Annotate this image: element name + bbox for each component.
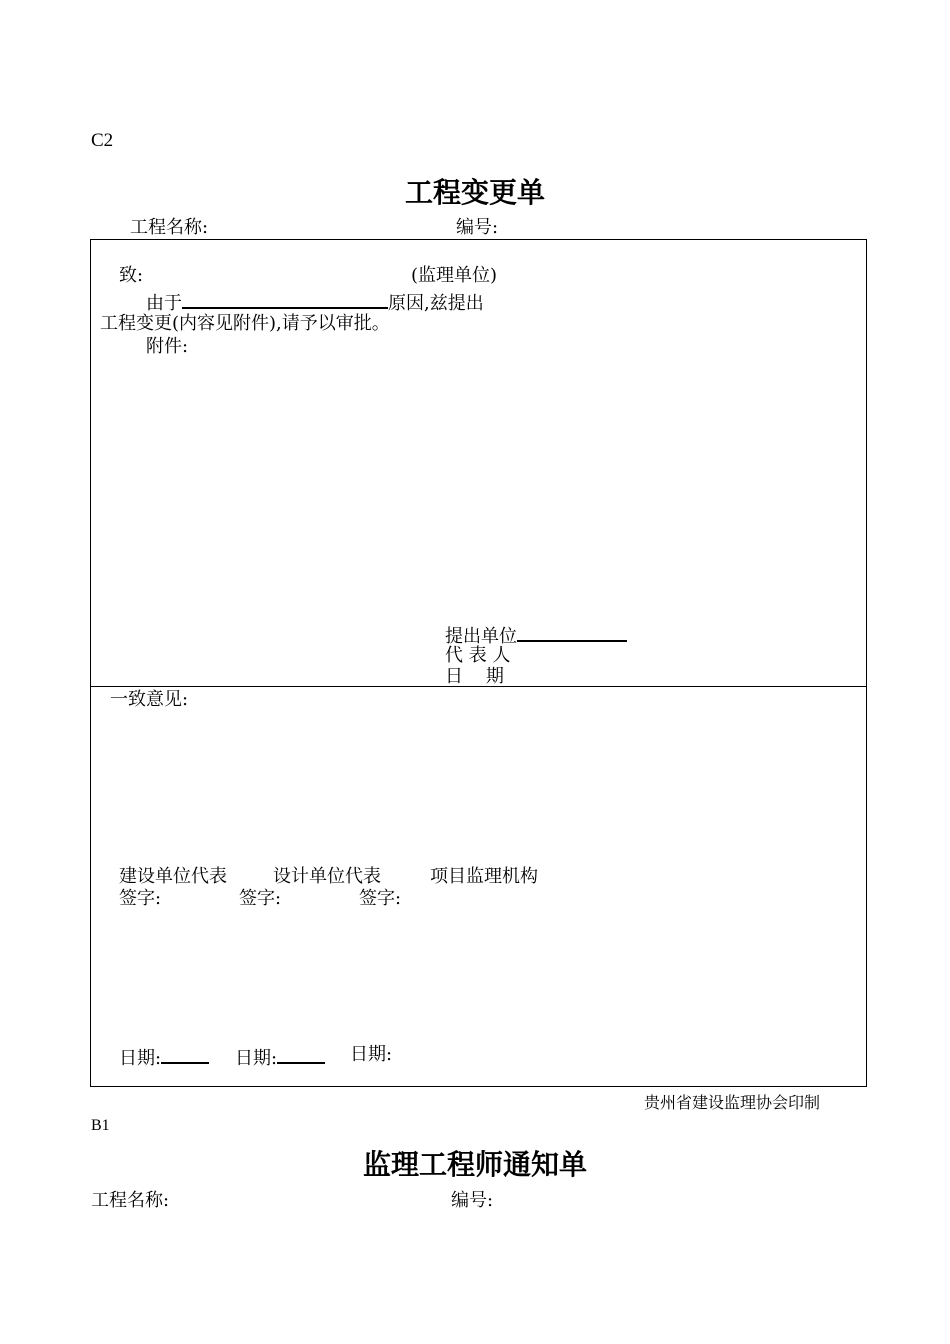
sign-date-label: 日期: — [350, 1044, 393, 1065]
sign-date-label: 日期: — [235, 1048, 278, 1069]
proposer-unit-line — [445, 622, 627, 648]
sign-date-label: 日期: — [119, 1048, 162, 1069]
reason-suffix: 原因,兹提出 — [388, 293, 484, 314]
supervision-unit-label: (监理单位) — [411, 265, 498, 286]
sign-label: 签字: — [239, 888, 282, 909]
opinion-label: 一致意见: — [110, 689, 189, 710]
sign-date-blank[interactable] — [161, 1044, 209, 1064]
sign-date-line — [350, 1044, 392, 1066]
proposer-unit-label: 提出单位 — [445, 626, 517, 647]
to-label: 致: — [119, 265, 144, 286]
proposer-unit-blank[interactable] — [517, 622, 627, 642]
form-code: B1 — [91, 1117, 110, 1134]
project-name-label: 工程名称: — [130, 217, 209, 238]
form-code: C2 — [91, 130, 114, 151]
number-label: 编号: — [456, 217, 499, 238]
form-title: 监理工程师通知单 — [362, 1148, 587, 1181]
reason-blank[interactable] — [182, 289, 388, 309]
project-name-label: 工程名称: — [91, 1190, 170, 1211]
attachment-label: 附件: — [146, 336, 189, 357]
reason-prefix: 由于 — [146, 293, 182, 314]
printer-footer: 贵州省建设监理协会印制 — [644, 1093, 821, 1112]
sign-label: 签字: — [119, 888, 162, 909]
sign-date-blank[interactable] — [277, 1044, 325, 1064]
sign-date-line — [119, 1044, 209, 1070]
date-label: 日 期 — [445, 666, 504, 687]
sign-column-title: 设计单位代表 — [273, 866, 381, 887]
request-text: 工程变更(内容见附件),请予以审批。 — [100, 313, 390, 334]
representative-label: 代 表 人 — [445, 645, 511, 666]
sign-label: 签字: — [359, 888, 402, 909]
sign-column-title: 建设单位代表 — [119, 866, 227, 887]
sign-date-line — [235, 1044, 325, 1070]
reason-line — [146, 289, 484, 315]
number-label: 编号: — [451, 1190, 494, 1211]
sign-column-title: 项目监理机构 — [430, 866, 538, 887]
form-title: 工程变更单 — [404, 176, 545, 209]
